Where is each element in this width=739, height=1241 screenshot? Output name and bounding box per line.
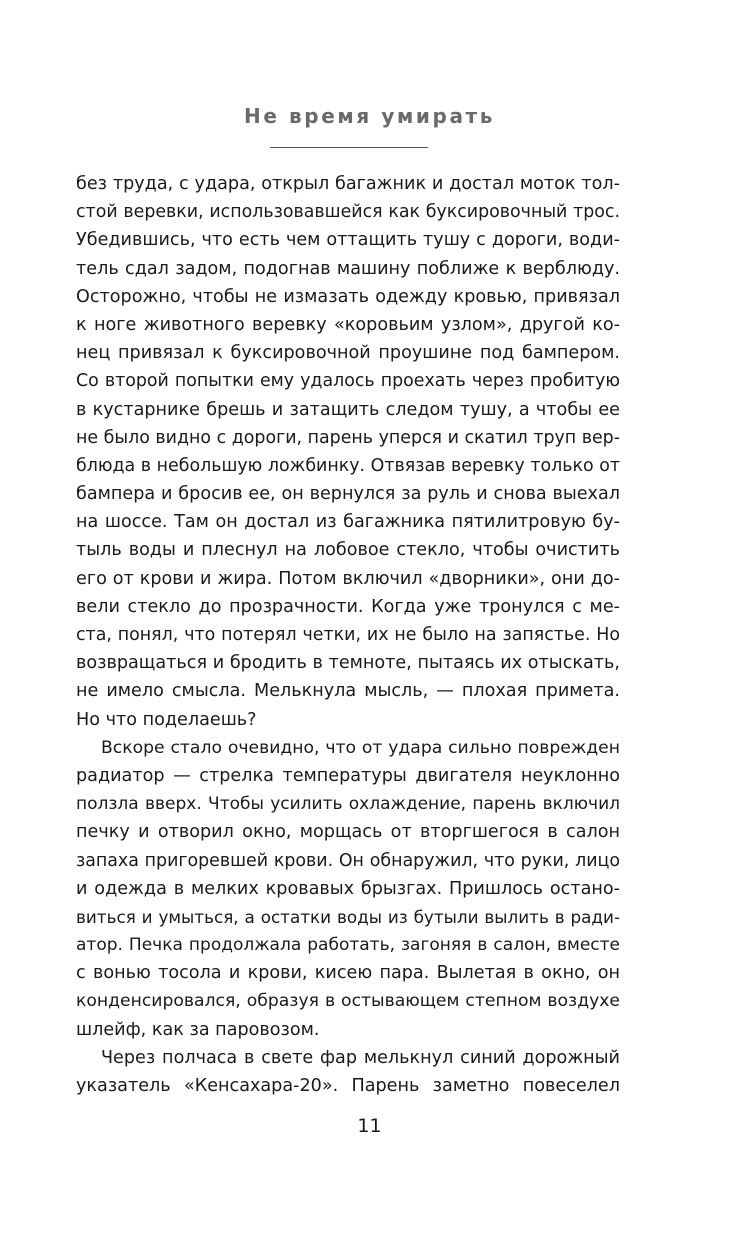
text-line: стой веревки, использовавшейся как буксировочный трос. bbox=[76, 202, 620, 223]
text-line: к ноге животного веревку «коровьим узлом», другой ко- bbox=[76, 314, 620, 335]
text-line: не было видно с дороги, парень уперся и скатил труп вер- bbox=[76, 427, 620, 448]
text-line: виться и умыться, а остатки воды из бутыли вылить в ради- bbox=[76, 906, 620, 927]
text-line: нец привязал к буксировочной проушине под бампером. bbox=[76, 343, 620, 364]
text-line: конденсировался, образуя в остывающем степном воздухе bbox=[76, 991, 620, 1012]
text-line: и одежда в мелких кровавых брызгах. Пришлось остано- bbox=[76, 878, 620, 899]
text-line: тель сдал задом, подогнав машину поближе к верблюду. bbox=[76, 258, 620, 279]
text-line: вели стекло до прозрачности. Когда уже тронулся с ме- bbox=[76, 596, 620, 617]
text-line: ползла вверх. Чтобы усилить охлаждение, парень включил bbox=[76, 794, 620, 815]
text-line: его от крови и жира. Потом включил «дворники», они до- bbox=[76, 568, 620, 589]
text-line: Убедившись, что есть чем оттащить тушу с дороги, води- bbox=[76, 230, 620, 251]
text-line: печку и отворил окно, морщась от вторгшегося в салон bbox=[76, 822, 620, 843]
text-line: запаха пригоревшей крови. Он обнаружил, что руки, лицо bbox=[76, 850, 620, 871]
page-number: 11 bbox=[357, 1115, 382, 1137]
text-line: в кустарнике брешь и затащить следом тушу, а чтобы ее bbox=[76, 399, 620, 420]
header-divider-rule bbox=[270, 147, 428, 148]
text-line: блюда в небольшую ложбинку. Отвязав веревку только от bbox=[76, 455, 620, 476]
text-line: бампера и бросив ее, он вернулся за руль и снова выехал bbox=[76, 484, 620, 505]
text-line: не имело смысла. Мелькнула мысль, — плохая примета. bbox=[76, 681, 620, 702]
text-line: тыль воды и плеснул на лобовое стекло, чтобы очистить bbox=[76, 540, 620, 561]
text-line: ста, понял, что потерял четки, их не было на запястье. Но bbox=[76, 625, 620, 645]
text-line: Осторожно, чтобы не измазать одежду кровью, привязал bbox=[76, 286, 620, 307]
text-line: Через полчаса в свете фар мелькнул синий дорожный bbox=[101, 1047, 620, 1068]
text-line: с вонью тосола и крови, кисею пара. Вылетая в окно, он bbox=[76, 963, 620, 984]
body-text bbox=[76, 170, 620, 1100]
text-line: Вскоре стало очевидно, что от удара сильно поврежден bbox=[101, 737, 620, 758]
text-line: без труда, с удара, открыл багажник и достал моток тол- bbox=[76, 174, 620, 194]
text-line: шлейф, как за паровозом. bbox=[76, 1019, 320, 1040]
text-line: указатель «Кенсахара-20». Парень заметно повеселел bbox=[76, 1076, 620, 1096]
text-line: атор. Печка продолжала работать, загоняя в салон, вместе bbox=[76, 935, 620, 956]
text-line: возвращаться и бродить в темноте, пытаясь их отыскать, bbox=[76, 653, 620, 674]
text-line: на шоссе. Там он достал из багажника пятилитровую бу- bbox=[76, 512, 620, 533]
text-line: Со второй попытки ему удалось проехать через пробитую bbox=[76, 371, 620, 392]
text-line: радиатор — стрелка температуры двигателя неуклонно bbox=[76, 765, 620, 786]
text-line: Но что поделаешь? bbox=[76, 709, 257, 730]
running-header-title: Не время умирать bbox=[243, 104, 495, 128]
